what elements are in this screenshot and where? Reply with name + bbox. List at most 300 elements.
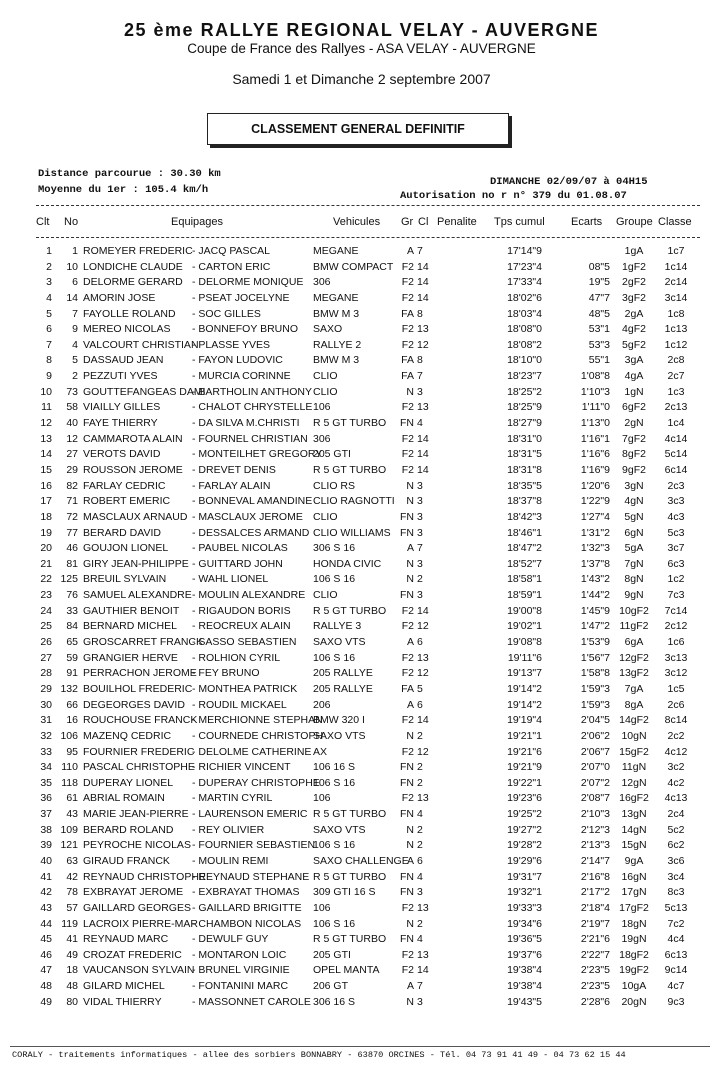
- cell-class-rank: 6c3: [667, 557, 685, 570]
- col-equipages: Equipages: [171, 216, 223, 228]
- cell-class: 6: [417, 854, 423, 867]
- cell-no: 16: [66, 714, 78, 727]
- cell-vehicle: BMW M 3: [313, 354, 360, 367]
- cell-group: A: [406, 245, 414, 257]
- cell-gap: 1'16"1: [580, 432, 610, 445]
- table-row: [0, 838, 723, 854]
- table-row: [0, 963, 723, 979]
- cell-gap: 2'12"3: [580, 823, 610, 836]
- cell-class-rank: 2c6: [667, 698, 685, 711]
- cell-clt: 24: [40, 604, 52, 617]
- cell-class: 2: [417, 573, 423, 586]
- cell-no: 95: [66, 745, 78, 758]
- cell-class: 4: [417, 870, 423, 883]
- cell-group-rank: 1gF2: [622, 260, 646, 273]
- cell-class-rank: 5c14: [664, 448, 688, 461]
- cell-group-rank: 5gA: [624, 542, 644, 555]
- cell-no: 110: [61, 761, 78, 774]
- cell-gap: 1'16"6: [580, 448, 610, 461]
- cell-no: 81: [66, 557, 78, 570]
- cell-vehicle: 106 S 16: [313, 839, 356, 852]
- cell-class-rank: 3c12: [664, 667, 688, 680]
- cell-time: 18'31"8: [507, 463, 542, 476]
- cell-copilot: - WAHL LIONEL: [192, 573, 269, 586]
- cell-copilot: - MASCLAUX JEROME: [192, 510, 303, 523]
- cell-clt: 31: [40, 714, 52, 727]
- cell-group: F2: [401, 948, 414, 961]
- cell-no: 41: [66, 933, 78, 946]
- cell-group: FA: [401, 354, 414, 367]
- cell-group-rank: 2gF2: [622, 276, 646, 289]
- cell-gap: 2'07"0: [580, 761, 610, 774]
- cell-time: 17'14"9: [507, 245, 542, 257]
- cell-time: 19'21"9: [507, 761, 542, 774]
- cell-no: 77: [66, 526, 78, 539]
- table-row: [0, 917, 723, 933]
- cell-pilot: LACROIX PIERRE-MAR: [83, 917, 198, 930]
- cell-class-rank: 1c12: [664, 338, 688, 351]
- cell-vehicle: OPEL MANTA: [313, 964, 380, 977]
- cell-class: 8: [417, 354, 423, 367]
- table-row: [0, 244, 723, 260]
- footer-separator: [10, 1046, 710, 1047]
- cell-copilot: - DA SILVA M.CHRISTI: [192, 417, 300, 430]
- cell-clt: 7: [46, 338, 52, 351]
- cell-class-rank: 3c2: [667, 761, 685, 774]
- cell-copilot: - FAYON LUDOVIC: [192, 354, 283, 367]
- cell-no: 7: [72, 307, 78, 320]
- cell-class-rank: 1c5: [667, 682, 685, 695]
- table-row: [0, 979, 723, 995]
- cell-group-rank: 5gF2: [622, 338, 646, 351]
- cell-time: 19'29"6: [507, 854, 542, 867]
- cell-pilot: MAZENQ CEDRIC: [83, 729, 172, 742]
- cell-vehicle: 206 GT: [313, 980, 349, 993]
- table-row: [0, 526, 723, 542]
- cell-group: F2: [401, 323, 414, 336]
- cell-time: 19'32"1: [507, 886, 542, 899]
- cell-gap: 2'08"7: [580, 792, 610, 805]
- cell-class-rank: 1c2: [667, 573, 685, 586]
- cell-group-rank: 9gN: [624, 589, 644, 602]
- cell-class-rank: 2c2: [667, 729, 685, 742]
- classification-title: CLASSEMENT GENERAL DEFINITIF: [251, 122, 465, 136]
- cell-pilot: GOUTTEFANGEAS DAMI: [83, 385, 206, 398]
- cell-class: 4: [417, 933, 423, 946]
- cell-no: 119: [61, 917, 78, 930]
- cell-clt: 34: [40, 761, 52, 774]
- cell-group: F2: [401, 620, 414, 633]
- cell-copilot: - PLASSE YVES: [192, 338, 271, 351]
- cell-copilot: - MOULIN ALEXANDRE: [192, 589, 306, 602]
- cell-copilot: - REOCREUX ALAIN: [192, 620, 291, 633]
- cell-pilot: FAYOLLE ROLAND: [83, 307, 176, 320]
- cell-group: F2: [401, 604, 414, 617]
- cell-gap: 53"3: [588, 338, 610, 351]
- cell-pilot: AMORIN JOSE: [83, 291, 156, 304]
- cell-clt: 47: [40, 964, 52, 977]
- cell-group: F2: [401, 338, 414, 351]
- cell-clt: 44: [40, 917, 52, 930]
- cell-class-rank: 3c14: [664, 291, 688, 304]
- table-row: [0, 807, 723, 823]
- cell-no: 1: [72, 245, 78, 257]
- table-row: [0, 369, 723, 385]
- cell-class: 7: [417, 980, 423, 993]
- cell-no: 46: [66, 542, 78, 555]
- cell-time: 19'02"1: [507, 620, 542, 633]
- cell-class: 2: [417, 823, 423, 836]
- cell-class: 13: [417, 792, 429, 805]
- cell-class: 2: [417, 839, 423, 852]
- cell-clt: 4: [46, 291, 52, 304]
- cell-class-rank: 3c4: [667, 870, 685, 883]
- cell-group-rank: 5gN: [624, 510, 644, 523]
- cell-gap: 1'20"6: [580, 479, 610, 492]
- cell-pilot: VEROTS DAVID: [83, 448, 161, 461]
- cell-class-rank: 4c2: [667, 776, 685, 789]
- cell-class: 14: [417, 432, 429, 445]
- cell-class: 3: [417, 510, 423, 523]
- cell-time: 19'37"6: [507, 948, 542, 961]
- cell-clt: 19: [40, 526, 52, 539]
- cell-class-rank: 5c2: [667, 823, 685, 836]
- cell-class-rank: 4c13: [664, 792, 688, 805]
- cell-gap: 1'37"8: [580, 557, 610, 570]
- cell-pilot: DELORME GERARD: [83, 276, 183, 289]
- cell-no: 40: [66, 417, 78, 430]
- timestamp-info: DIMANCHE 02/09/07 à 04H15: [490, 176, 648, 188]
- cell-class: 13: [417, 948, 429, 961]
- cell-vehicle: R 5 GT TURBO: [313, 604, 387, 617]
- cell-pilot: DEGEORGES DAVID: [83, 698, 185, 711]
- cell-class: 3: [417, 557, 423, 570]
- cell-class-rank: 9c14: [664, 964, 688, 977]
- cell-class-rank: 9c3: [667, 995, 685, 1008]
- cell-copilot: - MERCHIONNE STEPHAN: [192, 714, 323, 727]
- cell-group-rank: 3gA: [624, 354, 644, 367]
- cell-no: 78: [66, 886, 78, 899]
- col-no: No: [64, 216, 79, 228]
- cell-vehicle: R 5 GT TURBO: [313, 870, 387, 883]
- cell-pilot: VALCOURT CHRISTIAN: [83, 338, 199, 351]
- cell-vehicle: 205 RALLYE: [313, 667, 373, 680]
- cell-clt: 37: [40, 808, 52, 821]
- cell-no: 61: [66, 792, 78, 805]
- cell-group-rank: 6gN: [624, 526, 644, 539]
- cell-group: FN: [400, 933, 414, 946]
- cell-pilot: VIDAL THIERRY: [83, 995, 162, 1008]
- cell-group: A: [406, 636, 414, 649]
- table-row: [0, 885, 723, 901]
- cell-gap: 1'13"0: [580, 417, 610, 430]
- cell-vehicle: 205 GTI: [313, 448, 351, 461]
- cell-pilot: MASCLAUX ARNAUD: [83, 510, 188, 523]
- cell-clt: 42: [40, 886, 52, 899]
- cell-time: 18'08"0: [507, 323, 542, 336]
- cell-clt: 25: [40, 620, 52, 633]
- cell-time: 19'21"1: [507, 729, 542, 742]
- cell-copilot: - ROUDIL MICKAEL: [192, 698, 287, 711]
- cell-clt: 6: [46, 323, 52, 336]
- cell-vehicle: 106 S 16: [313, 651, 356, 664]
- cell-no: 59: [66, 651, 78, 664]
- cell-gap: 1'16"9: [580, 463, 610, 476]
- cell-clt: 33: [40, 745, 52, 758]
- cell-class-rank: 2c7: [667, 370, 685, 383]
- cell-group-rank: 10gA: [621, 980, 647, 993]
- classification-title-box: [207, 113, 509, 145]
- cell-gap: 1'56"7: [580, 651, 610, 664]
- cell-group-rank: 9gF2: [622, 463, 646, 476]
- cell-time: 19'36"5: [507, 933, 542, 946]
- cell-class-rank: 1c13: [664, 323, 688, 336]
- cell-clt: 32: [40, 729, 52, 742]
- cell-group-rank: 13gF2: [619, 667, 649, 680]
- cell-group-rank: 2gA: [624, 307, 644, 320]
- cell-class: 14: [417, 276, 429, 289]
- cell-time: 18'25"2: [507, 385, 542, 398]
- cell-pilot: PASCAL CHRISTOPHE: [83, 761, 195, 774]
- cell-group: A: [406, 542, 414, 555]
- cell-no: 43: [66, 808, 78, 821]
- cell-time: 19'14"2: [507, 682, 542, 695]
- cell-clt: 36: [40, 792, 52, 805]
- cell-pilot: REYNAUD CHRISTOPHE: [83, 870, 206, 883]
- cell-copilot: - RIGAUDON BORIS: [192, 604, 291, 617]
- cell-pilot: DASSAUD JEAN: [83, 354, 164, 367]
- cell-group-rank: 9gA: [624, 854, 644, 867]
- cell-pilot: ROMEYER FREDERIC: [83, 245, 193, 257]
- cell-copilot: - CHAMBON NICOLAS: [192, 917, 302, 930]
- cell-group-rank: 2gN: [624, 417, 644, 430]
- cell-pilot: PERRACHON JEROME: [83, 667, 197, 680]
- cell-group-rank: 7gN: [624, 557, 644, 570]
- cell-vehicle: RALLYE 3: [313, 620, 362, 633]
- cell-class-rank: 7c14: [664, 604, 688, 617]
- cell-group: FA: [401, 307, 414, 320]
- cell-vehicle: 106: [313, 401, 331, 414]
- cell-copilot: - BARTHOLIN ANTHONY: [192, 385, 312, 398]
- cell-clt: 23: [40, 589, 52, 602]
- cell-vehicle: CLIO: [313, 510, 338, 523]
- cell-time: 19'23"6: [507, 792, 542, 805]
- document-title: 25 ème RALLYE REGIONAL VELAY - AUVERGNE: [124, 20, 599, 40]
- cell-vehicle: SAXO VTS: [313, 729, 366, 742]
- cell-class: 14: [417, 714, 429, 727]
- cell-vehicle: BMW 320 I: [313, 714, 365, 727]
- cell-time: 19'25"2: [507, 808, 542, 821]
- cell-clt: 3: [46, 276, 52, 289]
- cell-gap: 1'53"9: [580, 636, 610, 649]
- cell-gap: 1'43"2: [580, 573, 610, 586]
- cell-gap: 1'27"4: [580, 510, 610, 523]
- table-row: [0, 260, 723, 276]
- table-row: [0, 307, 723, 323]
- cell-clt: 8: [46, 354, 52, 367]
- cell-gap: 1'31"2: [580, 526, 610, 539]
- cell-vehicle: 205 GTI: [313, 948, 351, 961]
- table-row: [0, 698, 723, 714]
- cell-class: 14: [417, 604, 429, 617]
- cell-no: 71: [66, 495, 78, 508]
- cell-class-rank: 8c3: [667, 886, 685, 899]
- cell-class-rank: 1c6: [667, 636, 685, 649]
- cell-time: 19'38"4: [507, 980, 542, 993]
- cell-pilot: BREUIL SYLVAIN: [83, 573, 167, 586]
- cell-group-rank: 4gN: [624, 495, 644, 508]
- cell-gap: 2'17"2: [580, 886, 610, 899]
- cell-no: 14: [66, 291, 78, 304]
- cell-class: 5: [417, 682, 423, 695]
- cell-gap: 2'14"7: [580, 854, 610, 867]
- cell-clt: 29: [40, 682, 52, 695]
- table-row: [0, 870, 723, 886]
- cell-vehicle: 106 S 16: [313, 917, 356, 930]
- table-row: [0, 745, 723, 761]
- cell-gap: 19"5: [588, 276, 610, 289]
- cell-clt: 41: [40, 870, 52, 883]
- cell-time: 19'21"6: [507, 745, 542, 758]
- cell-group: F2: [401, 448, 414, 461]
- cell-no: 84: [66, 620, 78, 633]
- cell-no: 5: [72, 354, 78, 367]
- cell-class-rank: 5c13: [664, 901, 688, 914]
- cell-class-rank: 2c14: [664, 276, 688, 289]
- cell-group-rank: 10gF2: [619, 604, 649, 617]
- cell-no: 63: [66, 854, 78, 867]
- cell-class: 3: [417, 526, 423, 539]
- cell-time: 18'03"4: [507, 307, 542, 320]
- cell-group: N: [406, 495, 414, 508]
- cell-clt: 39: [40, 839, 52, 852]
- cell-group: F2: [401, 745, 414, 758]
- cell-group: FN: [400, 417, 414, 430]
- cell-pilot: GOUJON LIONEL: [83, 542, 169, 555]
- table-row: [0, 385, 723, 401]
- cell-class-rank: 1c4: [667, 417, 685, 430]
- cell-class-rank: 4c7: [667, 980, 685, 993]
- cell-group: F2: [401, 901, 414, 914]
- cell-copilot: - FEY BRUNO: [192, 667, 260, 680]
- cell-group: FN: [400, 526, 414, 539]
- cell-class: 3: [417, 589, 423, 602]
- cell-vehicle: CLIO: [313, 385, 338, 398]
- cell-time: 19'27"2: [507, 823, 542, 836]
- cell-copilot: - MOULIN REMI: [192, 854, 269, 867]
- cell-copilot: - MARTIN CYRIL: [192, 792, 273, 805]
- table-row: [0, 948, 723, 964]
- cell-time: 18'59"1: [507, 589, 542, 602]
- cell-clt: 18: [40, 510, 52, 523]
- table-row: [0, 604, 723, 620]
- cell-group-rank: 1gA: [624, 245, 644, 257]
- cell-group-rank: 15gN: [621, 839, 647, 852]
- cell-group-rank: 4gA: [624, 370, 644, 383]
- separator-top: [36, 205, 700, 206]
- cell-gap: 2'18"4: [580, 901, 610, 914]
- cell-group: N: [406, 823, 414, 836]
- cell-time: 18'08"2: [507, 338, 542, 351]
- cell-no: 91: [66, 667, 78, 680]
- table-row: [0, 823, 723, 839]
- cell-no: 42: [66, 870, 78, 883]
- cell-pilot: DUPERAY LIONEL: [83, 776, 174, 789]
- cell-group: F2: [401, 260, 414, 273]
- cell-class-rank: 1c3: [667, 385, 685, 398]
- table-row: [0, 901, 723, 917]
- cell-class: 13: [417, 323, 429, 336]
- separator-header: [36, 237, 700, 238]
- cell-class: 6: [417, 698, 423, 711]
- cell-copilot: - RICHIER VINCENT: [192, 761, 291, 774]
- cell-no: 66: [66, 698, 78, 711]
- cell-group-rank: 8gF2: [622, 448, 646, 461]
- cell-class: 4: [417, 417, 423, 430]
- cell-group-rank: 20gN: [621, 995, 647, 1008]
- table-row: [0, 760, 723, 776]
- table-row: [0, 463, 723, 479]
- cell-group: N: [406, 573, 414, 586]
- cell-pilot: GAUTHIER BENOIT: [83, 604, 180, 617]
- cell-class: 13: [417, 401, 429, 414]
- cell-class: 2: [417, 729, 423, 742]
- cell-group: F2: [401, 792, 414, 805]
- cell-gap: 2'10"3: [580, 808, 610, 821]
- cell-pilot: BOUILHOL FREDERIC: [83, 682, 193, 695]
- cell-group: N: [406, 839, 414, 852]
- cell-no: 18: [66, 964, 78, 977]
- cell-time: 18'47"2: [507, 542, 542, 555]
- cell-vehicle: MEGANE: [313, 291, 359, 304]
- cell-gap: 2'04"5: [580, 714, 610, 727]
- cell-class-rank: 3c3: [667, 495, 685, 508]
- cell-class-rank: 6c2: [667, 839, 685, 852]
- cell-group-rank: 1gN: [624, 385, 644, 398]
- cell-time: 19'34"6: [507, 917, 542, 930]
- cell-vehicle: CLIO WILLIAMS: [313, 526, 391, 539]
- cell-group: FA: [401, 370, 414, 383]
- cell-no: 80: [66, 995, 78, 1008]
- cell-no: 49: [66, 948, 78, 961]
- cell-class-rank: 1c14: [664, 260, 688, 273]
- cell-copilot: - FOURNIER SEBASTIEN: [192, 839, 316, 852]
- cell-no: 33: [66, 604, 78, 617]
- cell-time: 18'35"5: [507, 479, 542, 492]
- cell-time: 17'23"4: [507, 260, 542, 273]
- cell-copilot: - PAUBEL NICOLAS: [192, 542, 288, 555]
- cell-class-rank: 1c7: [667, 245, 685, 257]
- cell-class: 12: [417, 667, 429, 680]
- cell-pilot: MARIE JEAN-PIERRE: [83, 808, 189, 821]
- cell-time: 19'31"7: [507, 870, 542, 883]
- cell-no: 65: [66, 636, 78, 649]
- table-row: [0, 729, 723, 745]
- cell-no: 57: [66, 901, 78, 914]
- table-row: [0, 619, 723, 635]
- cell-pilot: REYNAUD MARC: [83, 933, 169, 946]
- cell-clt: 14: [40, 448, 52, 461]
- cell-group-rank: 7gA: [624, 682, 644, 695]
- cell-copilot: - BONNEVAL AMANDINE: [192, 495, 313, 508]
- cell-pilot: LONDICHE CLAUDE: [83, 260, 183, 273]
- table-row: [0, 291, 723, 307]
- cell-group-rank: 6gA: [624, 636, 644, 649]
- cell-pilot: ROBERT EMERIC: [83, 495, 171, 508]
- cell-time: 18'25"9: [507, 401, 542, 414]
- cell-gap: 1'44"2: [580, 589, 610, 602]
- cell-gap: 2'19"7: [580, 917, 610, 930]
